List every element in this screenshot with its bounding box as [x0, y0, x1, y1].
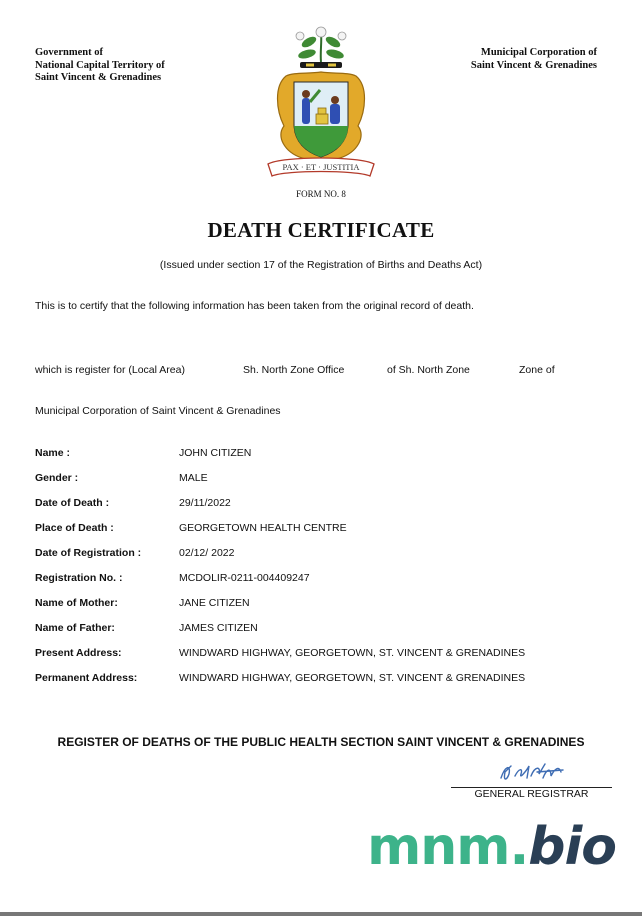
- registration-office: Sh. North Zone Office: [243, 364, 345, 376]
- field-label: Registration No. :: [35, 572, 123, 584]
- issuer-line: Municipal Corporation of: [480, 47, 597, 58]
- coat-of-arms-icon: [262, 24, 380, 180]
- registrar-title: GENERAL REGISTRAR: [474, 788, 589, 800]
- certificate-title: DEATH CERTIFICATE: [207, 218, 435, 242]
- certify-statement: This is to certify that the following information has been taken from the original record of death.: [35, 300, 474, 312]
- field-label: Date of Death :: [35, 497, 110, 509]
- field-label: Name :: [35, 447, 71, 459]
- registration-suffix: Zone of: [519, 364, 555, 376]
- field-value: MCDOLIR-0211-004409247: [179, 572, 310, 584]
- register-heading: REGISTER OF DEATHS OF THE PUBLIC HEALTH SECTION SAINT VINCENT & GRENADINES: [57, 735, 585, 749]
- registration-prefix: which is register for (Local Area): [35, 364, 185, 376]
- field-value: JOHN CITIZEN: [179, 447, 252, 459]
- field-label: Permanent Address:: [35, 672, 138, 684]
- watermark-logo: [367, 817, 616, 877]
- field-value: 02/12/ 2022: [179, 547, 235, 559]
- watermark-part: mnm.: [367, 817, 529, 877]
- bottom-border: [0, 912, 642, 916]
- issuer-municipal: [471, 47, 597, 72]
- field-value: 29/11/2022: [179, 497, 231, 509]
- municipal-line: Municipal Corporation of Saint Vincent & Grenadines: [35, 405, 281, 417]
- registration-zone: of Sh. North Zone: [387, 364, 470, 376]
- field-value: JANE CITIZEN: [179, 597, 250, 609]
- crest-plant: [296, 27, 346, 62]
- field-label: Place of Death :: [35, 522, 114, 534]
- field-label: Name of Father:: [35, 622, 115, 634]
- certificate-subtitle: (Issued under section 17 of the Registration of Births and Deaths Act): [159, 259, 483, 271]
- field-label: Gender :: [35, 472, 79, 484]
- issuer-line: Saint Vincent & Grenadines: [470, 59, 597, 71]
- issuer-line: Government of: [35, 47, 103, 58]
- registrar-signature-icon: [497, 760, 567, 784]
- field-label: Present Address:: [35, 647, 122, 659]
- field-label: Date of Registration :: [35, 547, 142, 559]
- watermark-part: bio: [528, 817, 616, 877]
- field-value: WINDWARD HIGHWAY, GEORGETOWN, ST. VINCENT & GRENADINES: [179, 672, 526, 684]
- field-value: GEORGETOWN HEALTH CENTRE: [179, 522, 347, 534]
- issuer-government: [35, 47, 165, 85]
- field-value: WINDWARD HIGHWAY, GEORGETOWN, ST. VINCENT & GRENADINES: [179, 647, 526, 659]
- field-label: Name of Mother:: [35, 597, 118, 609]
- form-number: FORM NO. 8: [296, 189, 346, 199]
- issuer-line: Saint Vincent & Grenadines: [35, 72, 162, 83]
- issuer-line: National Capital Territory of: [35, 59, 165, 71]
- motto-text: PAX · ET · JUSTITIA: [282, 162, 360, 172]
- field-value: JAMES CITIZEN: [179, 622, 258, 634]
- field-value: MALE: [179, 472, 208, 484]
